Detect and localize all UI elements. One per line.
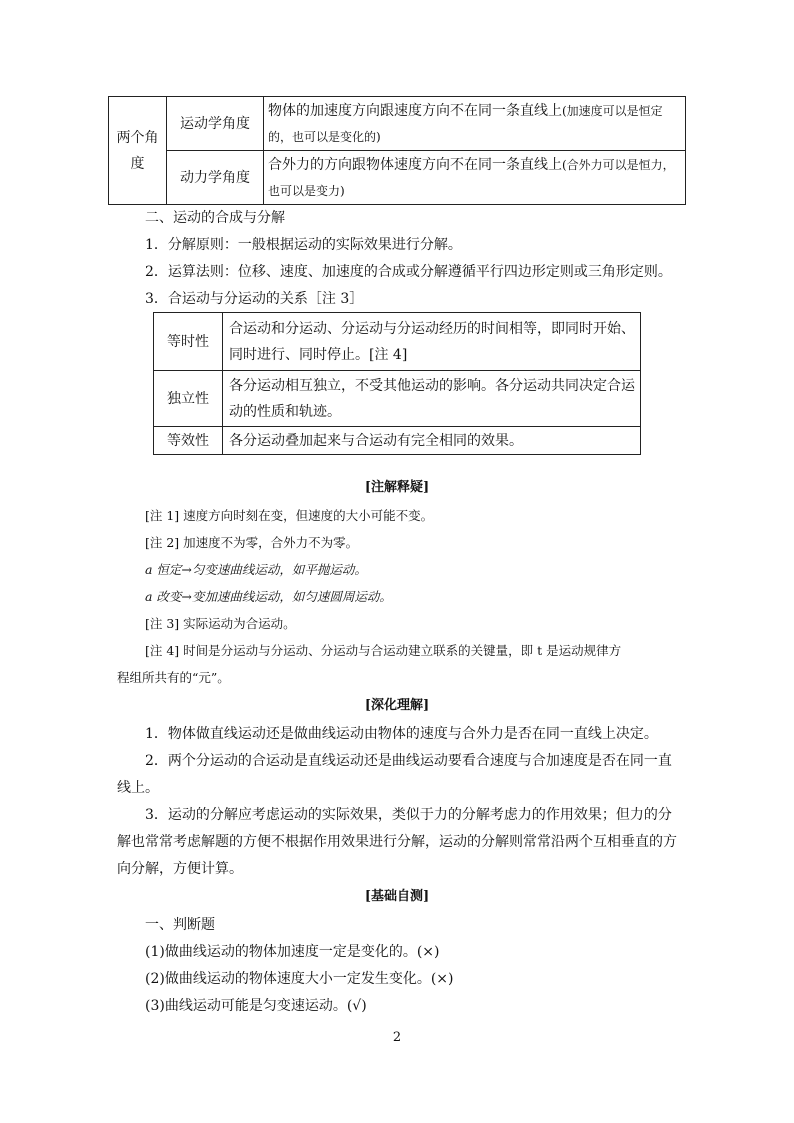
table-row [154, 371, 641, 427]
relation-table [153, 312, 641, 455]
row-content: 物体的加速度方向跟速度方向不在同一条直线上(加速度可以是恒定的，也可以是变化的) [264, 97, 686, 151]
question-item: (2)做曲线运动的物体速度大小一定发生变化。(×) [145, 971, 454, 987]
row-content: 合运动和分运动、分运动与分运动经历的时间相等，即同时开始、同时进行、同时停止。[注 4] [223, 313, 641, 371]
row-label: 运动学角度 [167, 97, 264, 151]
note-item: [注 4] 时间是分运动与分运动、分运动与合运动建立联系的关键量，即 t 是运动规律方 [145, 643, 622, 658]
note-item: [注 3] 实际运动为合运动。 [145, 616, 296, 631]
table-row [109, 151, 686, 205]
paragraph: 线上。 [117, 780, 159, 796]
paragraph: 1．物体做直线运动还是做曲线运动由物体的速度与合外力是否在同一直线上决定。 [145, 726, 658, 742]
row-content: 各分运动相互独立，不受其他运动的影响。各分运动共同决定合运动的性质和轨迹。 [223, 371, 641, 427]
paragraph: 1．分解原则：一般根据运动的实际效果进行分解。 [145, 237, 462, 253]
row-label: 动力学角度 [167, 151, 264, 205]
paragraph: 3．运动的分解应考虑运动的实际效果，类似于力的分解考虑力的作用效果；但力的分 [145, 807, 672, 823]
row-label: 等效性 [154, 427, 223, 455]
question-item: (1)做曲线运动的物体加速度一定是变化的。(×) [145, 944, 440, 960]
note-item: 程组所共有的“元”。 [117, 670, 230, 685]
row-content: 各分运动叠加起来与合运动有完全相同的效果。 [223, 427, 641, 455]
row-label: 等时性 [154, 313, 223, 371]
section-title: 二、运动的合成与分解 [145, 210, 285, 226]
note-item: a 恒定→匀变速曲线运动，如平抛运动。 [145, 562, 367, 577]
row-label: 独立性 [154, 371, 223, 427]
table-row [154, 313, 641, 371]
row-content: 合外力的方向跟物体速度方向不在同一条直线上(合外力可以是恒力，也可以是变力) [264, 151, 686, 205]
selftest-heading: [基础自测] [364, 889, 430, 904]
note-item: [注 1] 速度方向时刻在变，但速度的大小可能不变。 [145, 508, 434, 523]
deepen-heading: [深化理解] [364, 698, 430, 713]
angles-table [108, 96, 686, 205]
note-item: a 改变→变加速曲线运动，如匀速圆周运动。 [145, 589, 392, 604]
paragraph: 2．运算法则：位移、速度、加速度的合成或分解遵循平行四边形定则或三角形定则。 [145, 264, 672, 280]
section-title: 一、判断题 [145, 917, 215, 933]
note-item: [注 2] 加速度不为零，合外力不为零。 [145, 535, 359, 550]
table-row [154, 427, 641, 455]
group-cell: 两个角度 [109, 97, 167, 205]
paragraph: 解也常常考虑解题的方便不根据作用效果进行分解，运动的分解则常常沿两个互相垂直的方 [117, 834, 677, 850]
page-number: 2 [392, 1030, 402, 1045]
notes-heading: [注解释疑] [364, 480, 430, 495]
paragraph: 2．两个分运动的合运动是直线运动还是曲线运动要看合速度与合加速度是否在同一直 [145, 753, 672, 769]
table-row [109, 97, 686, 151]
paragraph: 3．合运动与分运动的关系［注 3］ [145, 291, 364, 307]
paragraph: 向分解，方便计算。 [117, 861, 243, 877]
question-item: (3)曲线运动可能是匀变速运动。(√) [145, 998, 367, 1014]
